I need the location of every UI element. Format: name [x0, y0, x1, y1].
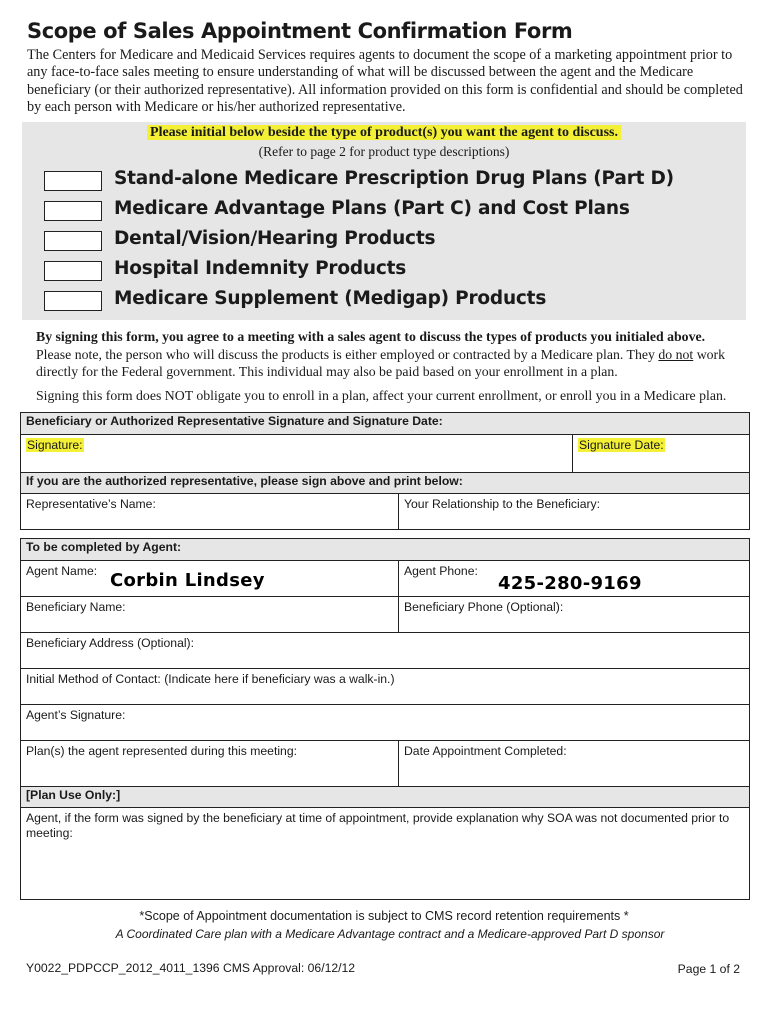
agreement-note-after: work directly for the Federal government. This individual may also be paid based on your enrollment in a plan. — [36, 346, 726, 379]
beneficiary-name-label: Beneficiary Name: — [26, 600, 126, 614]
product-label-part-c: Medicare Advantage Plans (Part C) and Cost Plans — [114, 198, 630, 219]
signature-field[interactable] — [21, 435, 572, 472]
plan-use-row — [21, 807, 749, 899]
contact-method-label: Initial Method of Contact: (Indicate here if beneficiary was a walk-in.) — [26, 672, 395, 686]
signature-date-label: Signature Date: — [579, 438, 664, 452]
initial-box-part-c[interactable] — [44, 201, 102, 221]
refer-note: (Refer to page 2 for product type descriptions) — [258, 144, 510, 159]
initial-box-dental[interactable] — [44, 231, 102, 251]
agreement-note — [36, 346, 746, 381]
beneficiary-address-field[interactable] — [21, 633, 749, 668]
agreement-note-before: Please note, the person who will discuss the products is either employed or contracted by a Medicare plan. They — [36, 346, 659, 362]
contact-method-row — [21, 668, 749, 704]
page-number: Page 1 of 2 — [677, 962, 740, 976]
initial-instruction — [22, 125, 746, 141]
beneficiary-phone-field[interactable] — [398, 597, 749, 632]
agent-phone-label: Agent Phone: — [404, 564, 478, 578]
signature-header: Beneficiary or Authorized Representative Signature and Signature Date: — [21, 413, 749, 434]
agent-phone-field[interactable] — [398, 561, 749, 596]
representative-name-field[interactable] — [21, 494, 398, 529]
agent-name-value: Corbin Lindsey — [110, 570, 265, 591]
plan-use-explanation-label: Agent, if the form was signed by the beneficiary at time of appointment, provide explanation why SOA was not documented prior to meeting: — [26, 811, 730, 840]
relationship-label: Your Relationship to the Beneficiary: — [404, 497, 601, 511]
agent-name-field[interactable] — [21, 561, 398, 596]
agent-phone-value: 425-280-9169 — [498, 573, 642, 594]
date-completed-label: Date Appointment Completed: — [404, 744, 567, 758]
agent-signature-label: Agent’s Signature: — [26, 708, 126, 722]
form-id: Y0022_PDPCCP_2012_4011_1396 CMS Approval: 06/12/12 — [26, 961, 356, 975]
product-label-hospital: Hospital Indemnity Products — [114, 258, 407, 279]
beneficiary-name-field[interactable] — [21, 597, 398, 632]
initial-box-hospital[interactable] — [44, 261, 102, 281]
agent-table — [20, 538, 750, 900]
plan-tagline: A Coordinated Care plan with a Medicare Advantage contract and a Medicare-approved Part D sponsor — [115, 927, 665, 941]
page-title: Scope of Sales Appointment Confirmation Form — [27, 19, 573, 43]
agent-signature-row — [21, 704, 749, 740]
agent-signature-field[interactable] — [21, 705, 749, 740]
signature-row — [21, 434, 749, 472]
initial-instruction-text: Please initial below beside the type of product(s) you want the agent to discuss. — [147, 125, 621, 140]
plan-use-header: [Plan Use Only:] — [21, 786, 749, 807]
signature-table — [20, 412, 750, 530]
initial-box-medigap[interactable] — [44, 291, 102, 311]
plan-use-explanation-field[interactable] — [21, 808, 749, 899]
agreement-text — [36, 328, 746, 404]
beneficiary-phone-label: Beneficiary Phone (Optional): — [404, 600, 564, 614]
contact-method-field[interactable] — [21, 669, 749, 704]
product-label-dental: Dental/Vision/Hearing Products — [114, 228, 436, 249]
agreement-bold-line: By signing this form, you agree to a meeting with a sales agent to discuss the types of products you initialed above. — [36, 329, 706, 344]
initial-box-part-d[interactable] — [44, 171, 102, 191]
agent-row — [21, 560, 749, 596]
beneficiary-address-row — [21, 632, 749, 668]
retention-footnote: *Scope of Appointment documentation is subject to CMS record retention requirements * — [139, 909, 629, 923]
signature-label: Signature: — [27, 438, 83, 452]
agent-name-label: Agent Name: — [26, 564, 98, 578]
obligation-note: Signing this form does NOT obligate you to enroll in a plan, affect your current enrollment, or enroll you in a Medicare plan. — [36, 387, 727, 403]
representative-name-label: Representative’s Name: — [26, 497, 156, 511]
date-completed-field[interactable] — [398, 741, 749, 786]
product-label-medigap: Medicare Supplement (Medigap) Products — [114, 288, 547, 309]
beneficiary-address-label: Beneficiary Address (Optional): — [26, 636, 194, 650]
product-label-part-d: Stand-alone Medicare Prescription Drug Plans (Part D) — [114, 168, 674, 189]
plans-row — [21, 740, 749, 786]
beneficiary-row — [21, 596, 749, 632]
signature-date-field[interactable] — [572, 435, 749, 472]
representative-header: If you are the authorized representative, please sign above and print below: — [21, 472, 749, 493]
product-selection-panel — [22, 122, 746, 320]
plans-represented-field[interactable] — [21, 741, 398, 786]
plans-represented-label: Plan(s) the agent represented during this meeting: — [26, 744, 297, 758]
agreement-note-underlined: do not — [658, 346, 694, 362]
relationship-field[interactable] — [398, 494, 749, 529]
agent-header: To be completed by Agent: — [21, 539, 749, 560]
representative-row — [21, 493, 749, 529]
intro-paragraph: The Centers for Medicare and Medicaid Services requires agents to document the scope of a marketing appointment prior to any face-to-face sales meeting to ensure understanding of what will be discussed between the agent and the Medicare beneficiary (or their authorized representative). All information provided on this form is confidential and should be completed by each person with Medicare or his/her authorized representative. — [27, 47, 743, 116]
